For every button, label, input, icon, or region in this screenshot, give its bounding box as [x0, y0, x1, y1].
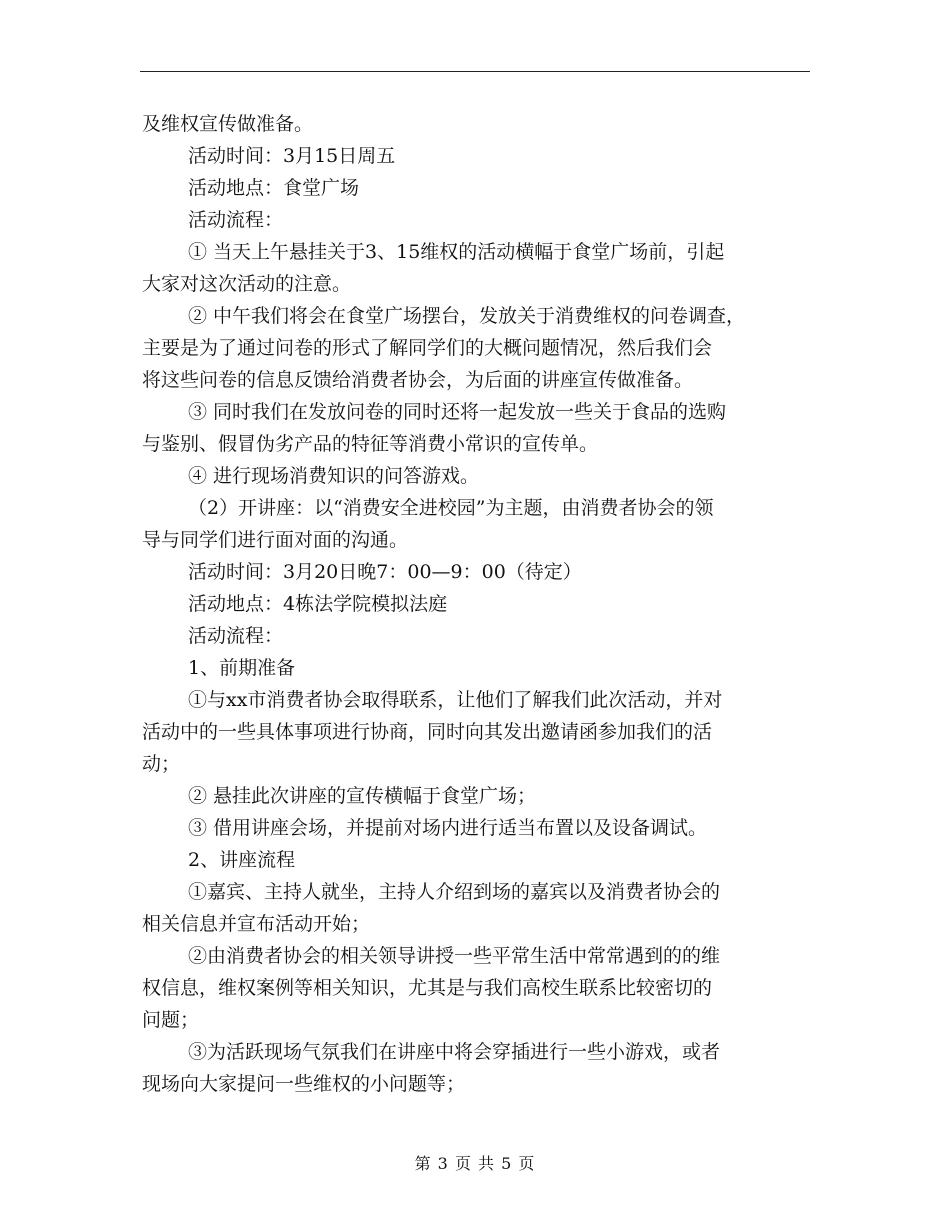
text-line: 大家对这次活动的注意。 — [142, 273, 352, 295]
text-line: 将这些问卷的信息反馈给消费者协会，为后面的讲座宣传做准备。 — [142, 369, 694, 391]
text-line: 导与同学们进行面对面的沟通。 — [142, 529, 409, 551]
text-line: ④ 进行现场消费知识的问答游戏。 — [188, 465, 480, 487]
text-line: 活动时间：3月20日晚7：00—9：00（待定） — [188, 561, 582, 583]
text-line: ② 中午我们将会在食堂广场摆台，发放关于消费维权的问卷调查， — [188, 305, 746, 327]
text-line: 活动地点：食堂广场 — [188, 177, 360, 199]
text-line: 2、讲座流程 — [188, 849, 296, 871]
text-line: ②由消费者协会的相关领导讲授一些平常生活中常常遇到的的维 — [188, 945, 721, 967]
text-line: 活动地点：4栋法学院模拟法庭 — [188, 593, 448, 615]
text-line: 问题； — [142, 1009, 200, 1031]
text-line: 与鉴别、假冒伪劣产品的特征等消费小常识的宣传单。 — [142, 433, 599, 455]
document-body — [142, 108, 810, 1100]
header-rule — [140, 71, 810, 72]
text-line: 现场向大家提问一些维权的小问题等； — [142, 1073, 466, 1095]
text-line: ② 悬挂此次讲座的宣传横幅于食堂广场； — [188, 785, 537, 807]
text-line: 主要是为了通过问卷的形式了解同学们的大概问题情况，然后我们会 — [142, 337, 713, 359]
text-line: ③ 同时我们在发放问卷的同时还将一起发放一些关于食品的选购 — [188, 401, 727, 423]
text-line: 活动中的一些具体事项进行协商，同时向其发出邀请函参加我们的活 — [142, 721, 713, 743]
text-line: ③ 借用讲座会场，并提前对场内进行适当布置以及设备调试。 — [188, 817, 708, 839]
text-line: 1、前期准备 — [188, 657, 296, 679]
text-line: 活动时间：3月15日周五 — [188, 145, 396, 167]
text-line: 权信息，维权案例等相关知识，尤其是与我们高校生联系比较密切的 — [142, 977, 713, 999]
text-line: ① 当天上午悬挂关于3、15维权的活动横幅于食堂广场前，引起 — [188, 241, 725, 263]
text-line: 活动流程： — [188, 625, 284, 647]
text-line: （2）开讲座：以“消费安全进校园”为主题，由消费者协会的领 — [188, 497, 714, 519]
text-line: 动； — [142, 753, 181, 775]
text-line: 及维权宣传做准备。 — [142, 113, 314, 135]
text-line: 活动流程： — [188, 209, 284, 231]
text-line: 相关信息并宣布活动开始； — [142, 913, 371, 935]
text-line: ①与xx市消费者协会取得联系，让他们了解我们此次活动，并对 — [188, 689, 723, 711]
text-line: ③为活跃现场气氛我们在讲座中将会穿插进行一些小游戏，或者 — [188, 1041, 721, 1063]
text-line: ①嘉宾、主持人就坐，主持人介绍到场的嘉宾以及消费者协会的 — [188, 881, 721, 903]
page-number: 第 3 页 共 5 页 — [414, 1154, 536, 1173]
